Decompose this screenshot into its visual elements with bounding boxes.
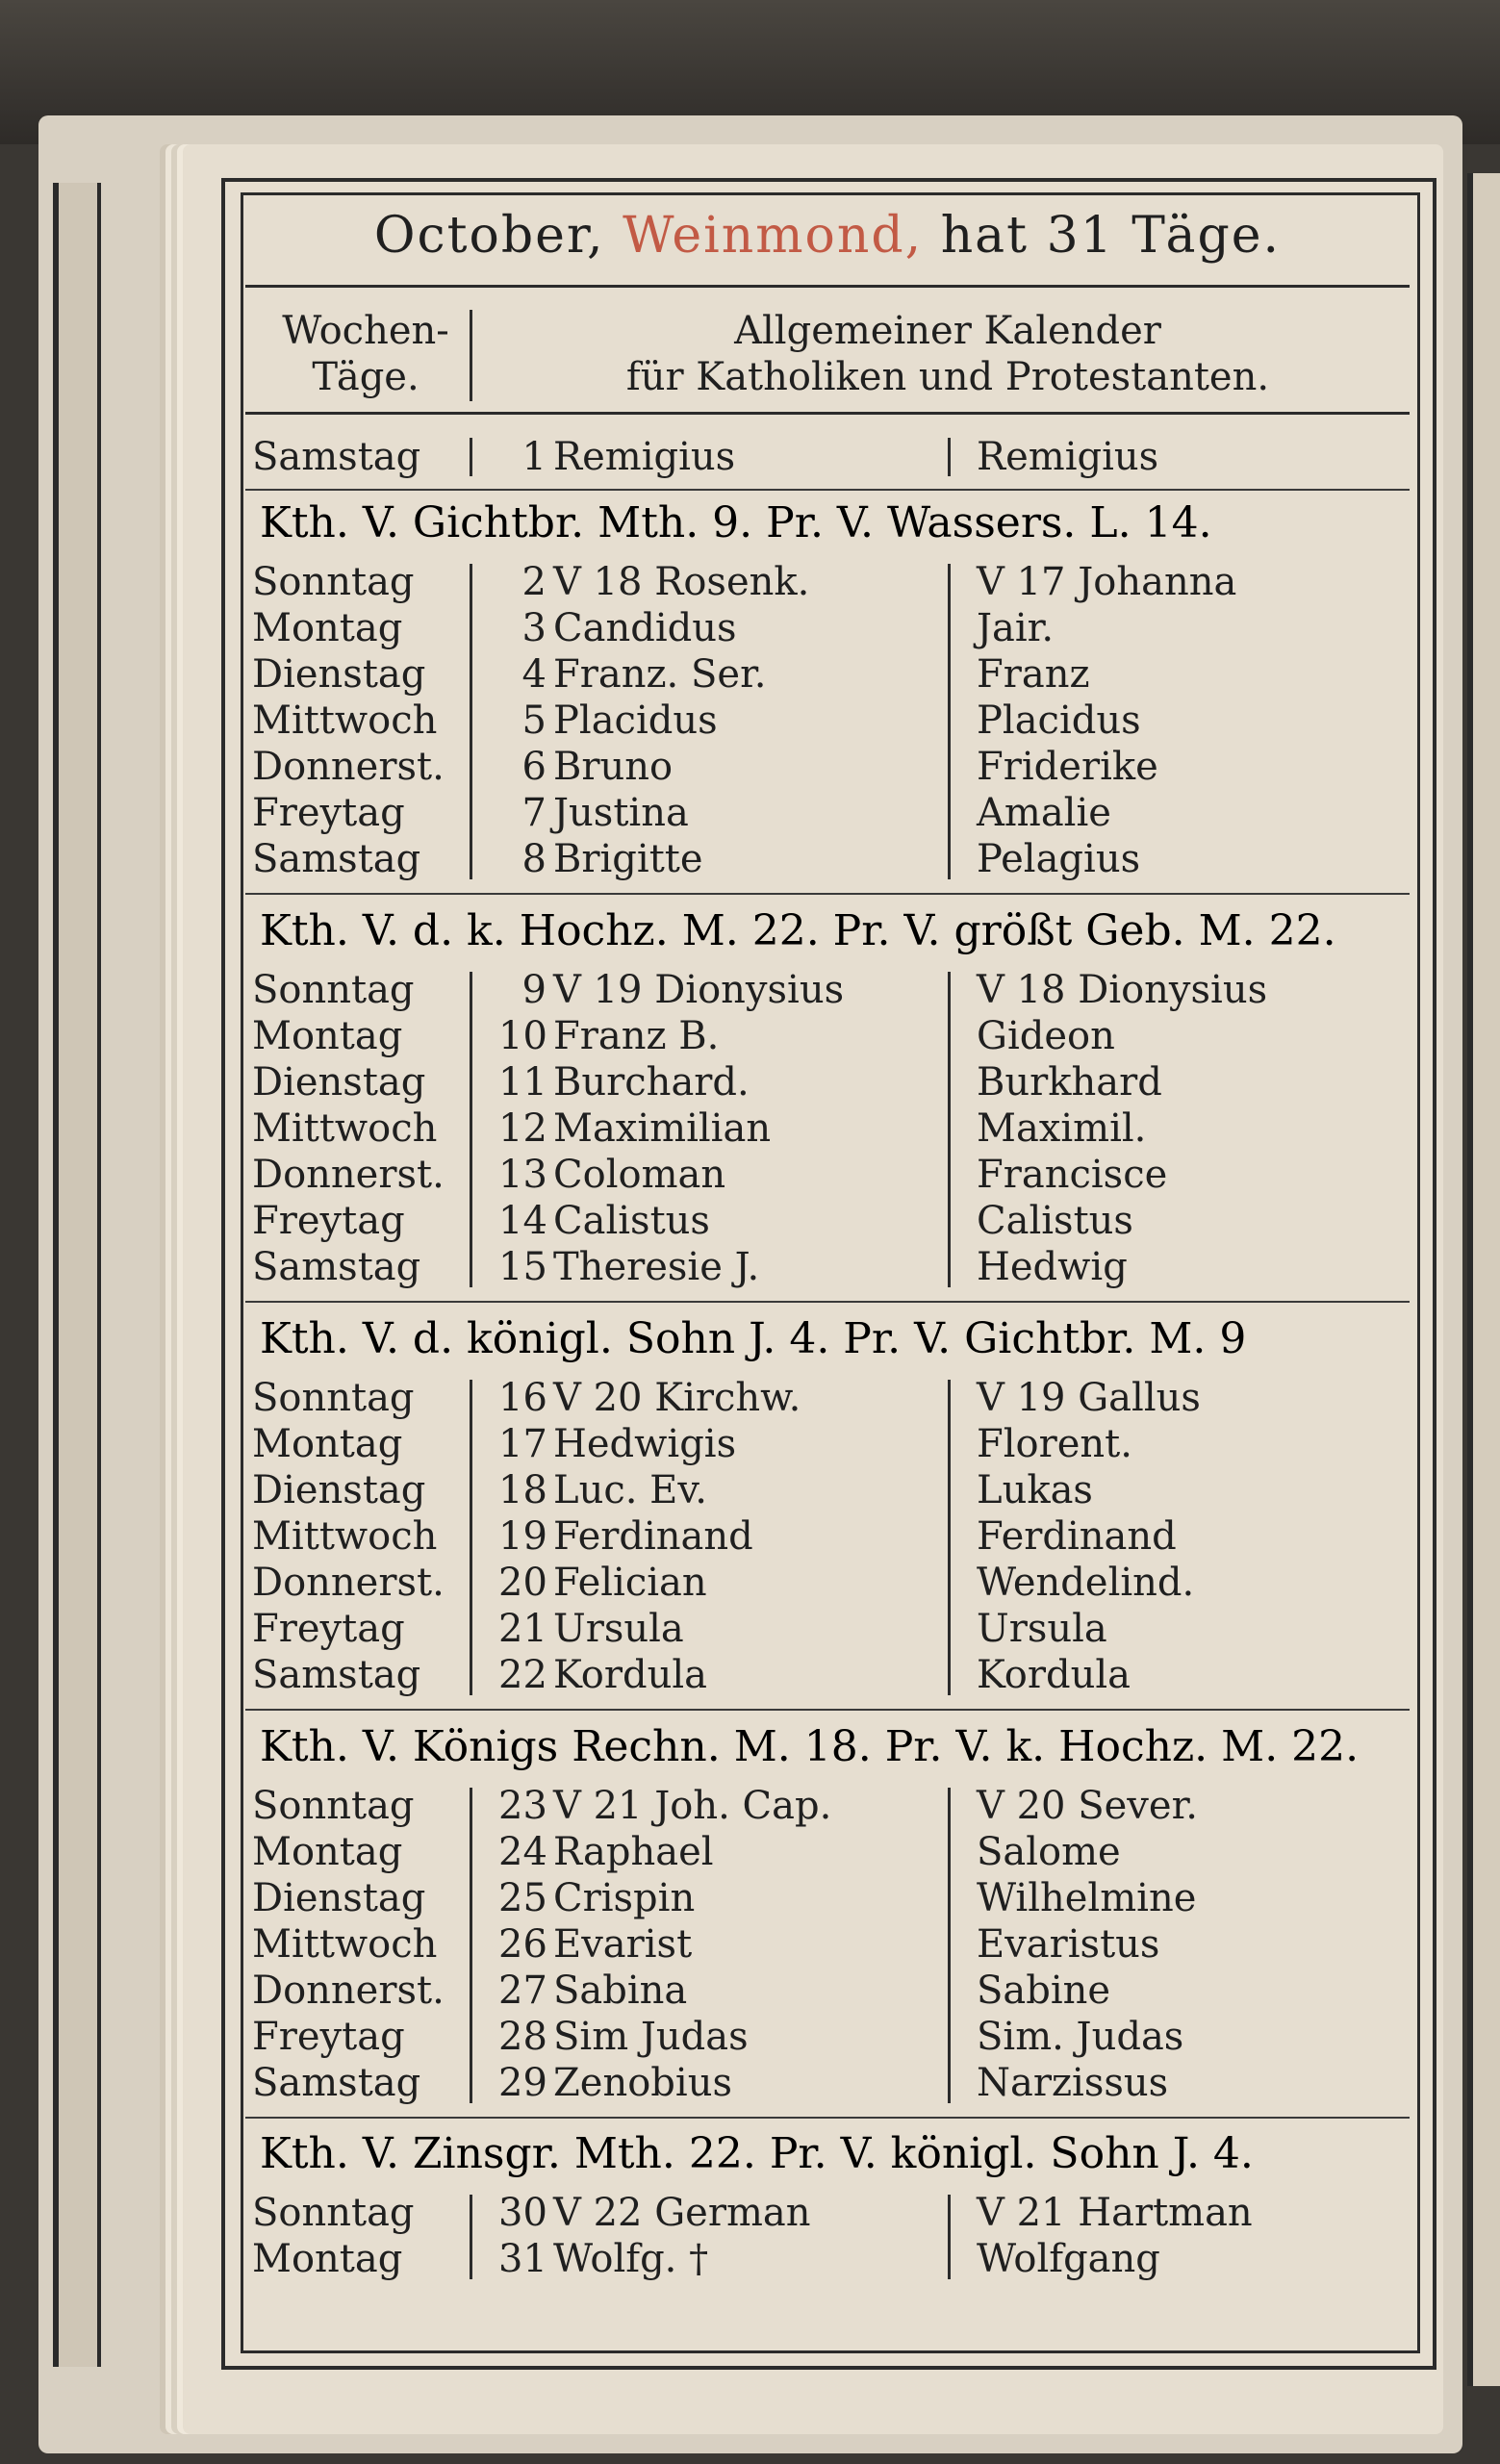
week-header: Kth. V. Königs Rechn. M. 18. Pr. V. k. Hochz. M. 22. bbox=[260, 1722, 1360, 1771]
protestant-saint-cell bbox=[977, 560, 1236, 604]
protestant-saint: Wilhelmine bbox=[977, 1876, 1197, 1920]
calendar-row bbox=[0, 2237, 1500, 2283]
catholic-saint: Maximilian bbox=[553, 1106, 772, 1151]
protestant-saint: Hartman bbox=[1078, 2191, 1253, 2235]
title-month: October, bbox=[373, 207, 605, 265]
column-divider bbox=[470, 564, 472, 879]
day-number: 14 bbox=[498, 1199, 547, 1243]
protestant-saint-cell bbox=[977, 1969, 1110, 2013]
catholic-saint: Burchard. bbox=[553, 1060, 750, 1105]
protestant-saint: Francisce bbox=[977, 1153, 1168, 1197]
day-number: 27 bbox=[498, 1969, 547, 2013]
protestant-saint-cell bbox=[977, 791, 1111, 835]
calendar-row bbox=[0, 968, 1500, 1014]
protestant-saint: Evaristus bbox=[977, 1922, 1160, 1967]
week-header: Kth. V. Zinsgr. Mth. 22. Pr. V. königl. Sohn J. 4. bbox=[260, 2129, 1254, 2178]
protestant-saint-cell bbox=[977, 1514, 1177, 1559]
section-rule bbox=[245, 1301, 1410, 1303]
calendar-row bbox=[0, 1468, 1500, 1514]
calendar-row bbox=[0, 1653, 1500, 1699]
protestant-saint: Wolfgang bbox=[977, 2237, 1160, 2281]
weekday: Freytag bbox=[252, 2015, 405, 2059]
weekday: Montag bbox=[252, 2237, 403, 2281]
catholic-saint: Franz. Ser. bbox=[553, 652, 767, 697]
section-rule bbox=[245, 893, 1410, 895]
day-number: 28 bbox=[498, 2015, 547, 2059]
catholic-saint-cell bbox=[553, 1969, 687, 2013]
protestant-saint-cell bbox=[977, 1014, 1115, 1058]
protestant-saint-cell bbox=[977, 1607, 1107, 1651]
day-number: 18 bbox=[498, 1468, 547, 1512]
catholic-saint-cell bbox=[553, 1153, 725, 1197]
calendar-row bbox=[0, 435, 1500, 481]
catholic-saint: Zenobius bbox=[553, 2061, 732, 2105]
catholic-saint: Dionysius bbox=[654, 968, 845, 1012]
protestant-saint-cell bbox=[977, 699, 1141, 743]
catholic-saint: Calistus bbox=[553, 1199, 710, 1243]
section-rule bbox=[245, 489, 1410, 491]
protestant-saint: Friderike bbox=[977, 745, 1158, 789]
calendar-row bbox=[0, 1376, 1500, 1422]
day-number: 6 bbox=[521, 745, 547, 789]
calendar-row bbox=[0, 1969, 1500, 2015]
weekday: Mittwoch bbox=[252, 1514, 438, 1559]
catholic-saint: Franz B. bbox=[553, 1014, 720, 1058]
protestant-saint-cell bbox=[977, 1830, 1121, 1874]
catholic-saint-cell bbox=[553, 1830, 714, 1874]
catholic-saint-cell bbox=[553, 1245, 759, 1289]
header-calendar-line1: Allgemeiner Kalender bbox=[734, 309, 1161, 353]
protestant-saint-cell bbox=[977, 1561, 1194, 1605]
catholic-saint-cell bbox=[553, 1106, 771, 1151]
protestant-saint-cell bbox=[977, 837, 1140, 881]
catholic-saint: Crispin bbox=[553, 1876, 696, 1920]
catholic-saint-cell bbox=[553, 968, 844, 1012]
catholic-saint-cell bbox=[553, 652, 767, 697]
weekday: Montag bbox=[252, 1830, 403, 1874]
column-divider bbox=[470, 2195, 472, 2279]
day-number: 26 bbox=[498, 1922, 547, 1967]
catholic-saint: Sim Judas bbox=[553, 2015, 749, 2059]
protestant-saint-cell bbox=[977, 1106, 1146, 1151]
day-number: 17 bbox=[498, 1422, 547, 1466]
protestant-saint: Salome bbox=[977, 1830, 1121, 1874]
moon-sign: V 17 bbox=[977, 560, 1066, 604]
catholic-saint: Bruno bbox=[553, 745, 674, 789]
catholic-saint-cell bbox=[553, 1784, 831, 1828]
protestant-saint-cell bbox=[977, 968, 1267, 1012]
protestant-saint: Narzissus bbox=[977, 2061, 1169, 2105]
protestant-saint-cell bbox=[977, 2237, 1160, 2281]
section-rule bbox=[245, 2117, 1410, 2119]
catholic-saint-cell bbox=[553, 560, 809, 604]
calendar-row bbox=[0, 652, 1500, 699]
protestant-saint: Florent. bbox=[977, 1422, 1132, 1466]
weekday: Freytag bbox=[252, 1199, 405, 1243]
protestant-saint-cell bbox=[977, 1153, 1167, 1197]
weekday: Freytag bbox=[252, 1607, 405, 1651]
weekday: Mittwoch bbox=[252, 699, 438, 743]
weekday: Donnerst. bbox=[252, 1153, 445, 1197]
calendar-row bbox=[0, 791, 1500, 837]
calendar-row bbox=[0, 2061, 1500, 2107]
calendar-row bbox=[0, 1422, 1500, 1468]
catholic-saint: Raphael bbox=[553, 1830, 714, 1874]
protestant-saint: Lukas bbox=[977, 1468, 1093, 1512]
catholic-saint-cell bbox=[553, 1014, 719, 1058]
catholic-saint: Placidus bbox=[553, 699, 718, 743]
protestant-saint: Maximil. bbox=[977, 1106, 1147, 1151]
moon-sign: V 20 bbox=[553, 1376, 643, 1420]
catholic-saint-cell bbox=[553, 1422, 736, 1466]
calendar-row bbox=[0, 1784, 1500, 1830]
catholic-saint-cell bbox=[553, 2015, 749, 2059]
calendar-row bbox=[0, 560, 1500, 606]
column-divider bbox=[470, 1788, 472, 2103]
catholic-saint-cell bbox=[553, 1060, 750, 1105]
protestant-saint: Franz bbox=[977, 652, 1090, 697]
catholic-saint: Sabina bbox=[553, 1969, 688, 2013]
weekday: Mittwoch bbox=[252, 1922, 438, 1967]
day-number: 4 bbox=[521, 652, 547, 697]
day-number: 19 bbox=[498, 1514, 547, 1559]
calendar-row bbox=[0, 837, 1500, 883]
catholic-saint: Kirchw. bbox=[654, 1376, 801, 1420]
day-number: 7 bbox=[521, 791, 547, 835]
day-number: 20 bbox=[498, 1561, 547, 1605]
catholic-saint: Joh. Cap. bbox=[654, 1784, 832, 1828]
day-number: 22 bbox=[498, 1653, 547, 1697]
protestant-saint: Hedwig bbox=[977, 1245, 1128, 1289]
day-number: 11 bbox=[498, 1060, 547, 1105]
protestant-saint: Sabine bbox=[977, 1969, 1111, 2013]
protestant-saint: Amalie bbox=[977, 791, 1111, 835]
protestant-saint-cell bbox=[977, 1653, 1131, 1697]
catholic-saint: Kordula bbox=[553, 1653, 708, 1697]
protestant-saint: Sim. Judas bbox=[977, 2015, 1184, 2059]
day-number: 31 bbox=[498, 2237, 547, 2281]
catholic-saint-cell bbox=[553, 1376, 801, 1420]
section-rule bbox=[245, 1709, 1410, 1711]
protestant-saint: Jair. bbox=[977, 606, 1055, 650]
day-number: 8 bbox=[521, 837, 547, 881]
title-days: hat 31 Täge. bbox=[940, 207, 1282, 265]
protestant-saint-cell bbox=[977, 1245, 1128, 1289]
column-divider bbox=[470, 1380, 472, 1695]
header-calendar bbox=[500, 308, 1395, 400]
catholic-saint-cell bbox=[553, 1561, 707, 1605]
calendar-row bbox=[0, 1876, 1500, 1922]
day-number: 23 bbox=[498, 1784, 547, 1828]
moon-sign: V 20 bbox=[977, 1784, 1066, 1828]
protestant-saint: Ferdinand bbox=[977, 1514, 1177, 1559]
moon-sign: V 21 bbox=[977, 2191, 1066, 2235]
catholic-saint: Brigitte bbox=[553, 837, 703, 881]
weekday: Mittwoch bbox=[252, 1106, 438, 1151]
calendar-row bbox=[0, 1014, 1500, 1060]
protestant-saint: Calistus bbox=[977, 1199, 1133, 1243]
protestant-saint: Sever. bbox=[1078, 1784, 1199, 1828]
column-divider bbox=[948, 1788, 951, 2103]
weekday: Donnerst. bbox=[252, 745, 445, 789]
protestant-saint: Wendelind. bbox=[977, 1561, 1195, 1605]
day-number: 5 bbox=[521, 699, 547, 743]
catholic-saint: Remigius bbox=[553, 435, 736, 479]
catholic-saint: Luc. Ev. bbox=[553, 1468, 707, 1512]
weekday: Dienstag bbox=[252, 1060, 426, 1105]
weekday: Sonntag bbox=[252, 2191, 415, 2235]
week-header: Kth. V. d. königl. Sohn J. 4. Pr. V. Gichtbr. M. 9 bbox=[260, 1314, 1247, 1363]
header-weekdays-line1: Wochen- bbox=[282, 309, 449, 353]
protestant-saint: Gallus bbox=[1078, 1376, 1201, 1420]
weekday: Dienstag bbox=[252, 652, 426, 697]
catholic-saint: Theresie J. bbox=[553, 1245, 760, 1289]
weekday: Samstag bbox=[252, 1245, 421, 1289]
title-rule bbox=[245, 285, 1410, 288]
catholic-saint-cell bbox=[553, 699, 718, 743]
calendar-row bbox=[0, 1922, 1500, 1969]
catholic-saint-cell bbox=[553, 1922, 692, 1967]
protestant-saint: Johanna bbox=[1078, 560, 1237, 604]
catholic-saint-cell bbox=[553, 2061, 732, 2105]
protestant-saint-cell bbox=[977, 1876, 1196, 1920]
weekday: Donnerst. bbox=[252, 1969, 445, 2013]
column-divider bbox=[470, 438, 472, 476]
weekday: Montag bbox=[252, 606, 403, 650]
catholic-saint: Evarist bbox=[553, 1922, 693, 1967]
protestant-saint-cell bbox=[977, 1060, 1162, 1105]
weekday: Samstag bbox=[252, 837, 421, 881]
protestant-saint-cell bbox=[977, 745, 1158, 789]
protestant-saint: Ursula bbox=[977, 1607, 1107, 1651]
day-number: 9 bbox=[521, 968, 547, 1012]
page-title bbox=[245, 207, 1410, 265]
title-month-german: Weinmond, bbox=[623, 207, 924, 265]
day-number: 13 bbox=[498, 1153, 547, 1197]
week-header: Kth. V. d. k. Hochz. M. 22. Pr. V. größt Geb. M. 22. bbox=[260, 906, 1336, 955]
moon-sign: V 18 bbox=[553, 560, 643, 604]
protestant-saint: Remigius bbox=[977, 435, 1159, 479]
catholic-saint: Wolfg. † bbox=[553, 2237, 709, 2281]
catholic-saint-cell bbox=[553, 791, 689, 835]
moon-sign: V 19 bbox=[553, 968, 643, 1012]
calendar-row bbox=[0, 1561, 1500, 1607]
catholic-saint: German bbox=[654, 2191, 811, 2235]
header-weekdays bbox=[274, 308, 457, 400]
weekday: Montag bbox=[252, 1422, 403, 1466]
protestant-saint: Gideon bbox=[977, 1014, 1115, 1058]
week-header: Kth. V. Gichtbr. Mth. 9. Pr. V. Wassers. L. 14. bbox=[260, 498, 1212, 547]
calendar-row bbox=[0, 1607, 1500, 1653]
day-number: 15 bbox=[498, 1245, 547, 1289]
catholic-saint: Justina bbox=[553, 791, 689, 835]
catholic-saint-cell bbox=[553, 2237, 708, 2281]
day-number: 12 bbox=[498, 1106, 547, 1151]
header-divider bbox=[470, 310, 472, 401]
catholic-saint: Coloman bbox=[553, 1153, 726, 1197]
protestant-saint-cell bbox=[977, 1468, 1093, 1512]
protestant-saint-cell bbox=[977, 2061, 1168, 2105]
protestant-saint-cell bbox=[977, 1422, 1132, 1466]
day-number: 24 bbox=[498, 1830, 547, 1874]
catholic-saint-cell bbox=[553, 606, 737, 650]
header-weekdays-line2: Täge. bbox=[312, 355, 419, 399]
weekday: Freytag bbox=[252, 791, 405, 835]
catholic-saint: Candidus bbox=[553, 606, 737, 650]
catholic-saint: Rosenk. bbox=[654, 560, 810, 604]
weekday: Dienstag bbox=[252, 1468, 426, 1512]
column-divider bbox=[948, 438, 951, 476]
day-number: 10 bbox=[498, 1014, 547, 1058]
moon-sign: V 18 bbox=[977, 968, 1066, 1012]
day-number: 2 bbox=[521, 560, 547, 604]
column-divider bbox=[948, 564, 951, 879]
calendar-row bbox=[0, 606, 1500, 652]
calendar-row bbox=[0, 1514, 1500, 1561]
protestant-saint-cell bbox=[977, 652, 1090, 697]
protestant-saint: Kordula bbox=[977, 1653, 1131, 1697]
catholic-saint-cell bbox=[553, 1514, 753, 1559]
day-number: 21 bbox=[498, 1607, 547, 1651]
calendar-row bbox=[0, 1245, 1500, 1291]
protestant-saint: Pelagius bbox=[977, 837, 1141, 881]
day-number: 29 bbox=[498, 2061, 547, 2105]
weekday: Sonntag bbox=[252, 968, 415, 1012]
day-number: 3 bbox=[521, 606, 547, 650]
catholic-saint-cell bbox=[553, 1653, 707, 1697]
weekday: Sonntag bbox=[252, 560, 415, 604]
day-number: 25 bbox=[498, 1876, 547, 1920]
column-divider bbox=[948, 2195, 951, 2279]
protestant-saint-cell bbox=[977, 1199, 1133, 1243]
weekday: Sonntag bbox=[252, 1784, 415, 1828]
calendar-row bbox=[0, 1060, 1500, 1106]
column-divider bbox=[948, 1380, 951, 1695]
catholic-saint-cell bbox=[553, 1876, 695, 1920]
protestant-saint-cell bbox=[977, 2015, 1183, 2059]
catholic-saint-cell bbox=[553, 1607, 684, 1651]
catholic-saint-cell bbox=[553, 745, 673, 789]
weekday: Samstag bbox=[252, 1653, 421, 1697]
weekday: Samstag bbox=[252, 2061, 421, 2105]
protestant-saint-cell bbox=[977, 1376, 1201, 1420]
calendar-row bbox=[0, 699, 1500, 745]
calendar-row bbox=[0, 1106, 1500, 1153]
moon-sign: V 19 bbox=[977, 1376, 1066, 1420]
catholic-saint: Hedwigis bbox=[553, 1422, 737, 1466]
catholic-saint: Ferdinand bbox=[553, 1514, 753, 1559]
catholic-saint-cell bbox=[553, 1199, 710, 1243]
moon-sign: V 22 bbox=[553, 2191, 643, 2235]
calendar-row bbox=[0, 1153, 1500, 1199]
column-divider bbox=[948, 972, 951, 1287]
moon-sign: V 21 bbox=[553, 1784, 643, 1828]
calendar-row bbox=[0, 1830, 1500, 1876]
calendar-row bbox=[0, 1199, 1500, 1245]
weekday: Samstag bbox=[252, 435, 421, 479]
protestant-saint-cell bbox=[977, 1784, 1198, 1828]
catholic-saint: Ursula bbox=[553, 1607, 684, 1651]
protestant-saint-cell bbox=[977, 1922, 1159, 1967]
protestant-saint: Placidus bbox=[977, 699, 1141, 743]
weekday: Sonntag bbox=[252, 1376, 415, 1420]
day-number: 16 bbox=[498, 1376, 547, 1420]
header-rule bbox=[245, 412, 1410, 415]
column-divider bbox=[470, 972, 472, 1287]
calendar-row bbox=[0, 2015, 1500, 2061]
header-calendar-line2: für Katholiken und Protestanten. bbox=[625, 355, 1270, 399]
catholic-saint-cell bbox=[553, 837, 703, 881]
calendar-row bbox=[0, 745, 1500, 791]
catholic-saint-cell bbox=[553, 2191, 811, 2235]
weekday: Donnerst. bbox=[252, 1561, 445, 1605]
weekday: Montag bbox=[252, 1014, 403, 1058]
protestant-saint-cell bbox=[977, 606, 1054, 650]
protestant-saint: Burkhard bbox=[977, 1060, 1162, 1105]
catholic-saint: Felician bbox=[553, 1561, 707, 1605]
protestant-saint-cell bbox=[977, 2191, 1253, 2235]
day-number: 1 bbox=[521, 435, 547, 479]
protestant-saint: Dionysius bbox=[1078, 968, 1268, 1012]
calendar-row bbox=[0, 2191, 1500, 2237]
weekday: Dienstag bbox=[252, 1876, 426, 1920]
catholic-saint-cell bbox=[553, 1468, 707, 1512]
day-number: 30 bbox=[498, 2191, 547, 2235]
